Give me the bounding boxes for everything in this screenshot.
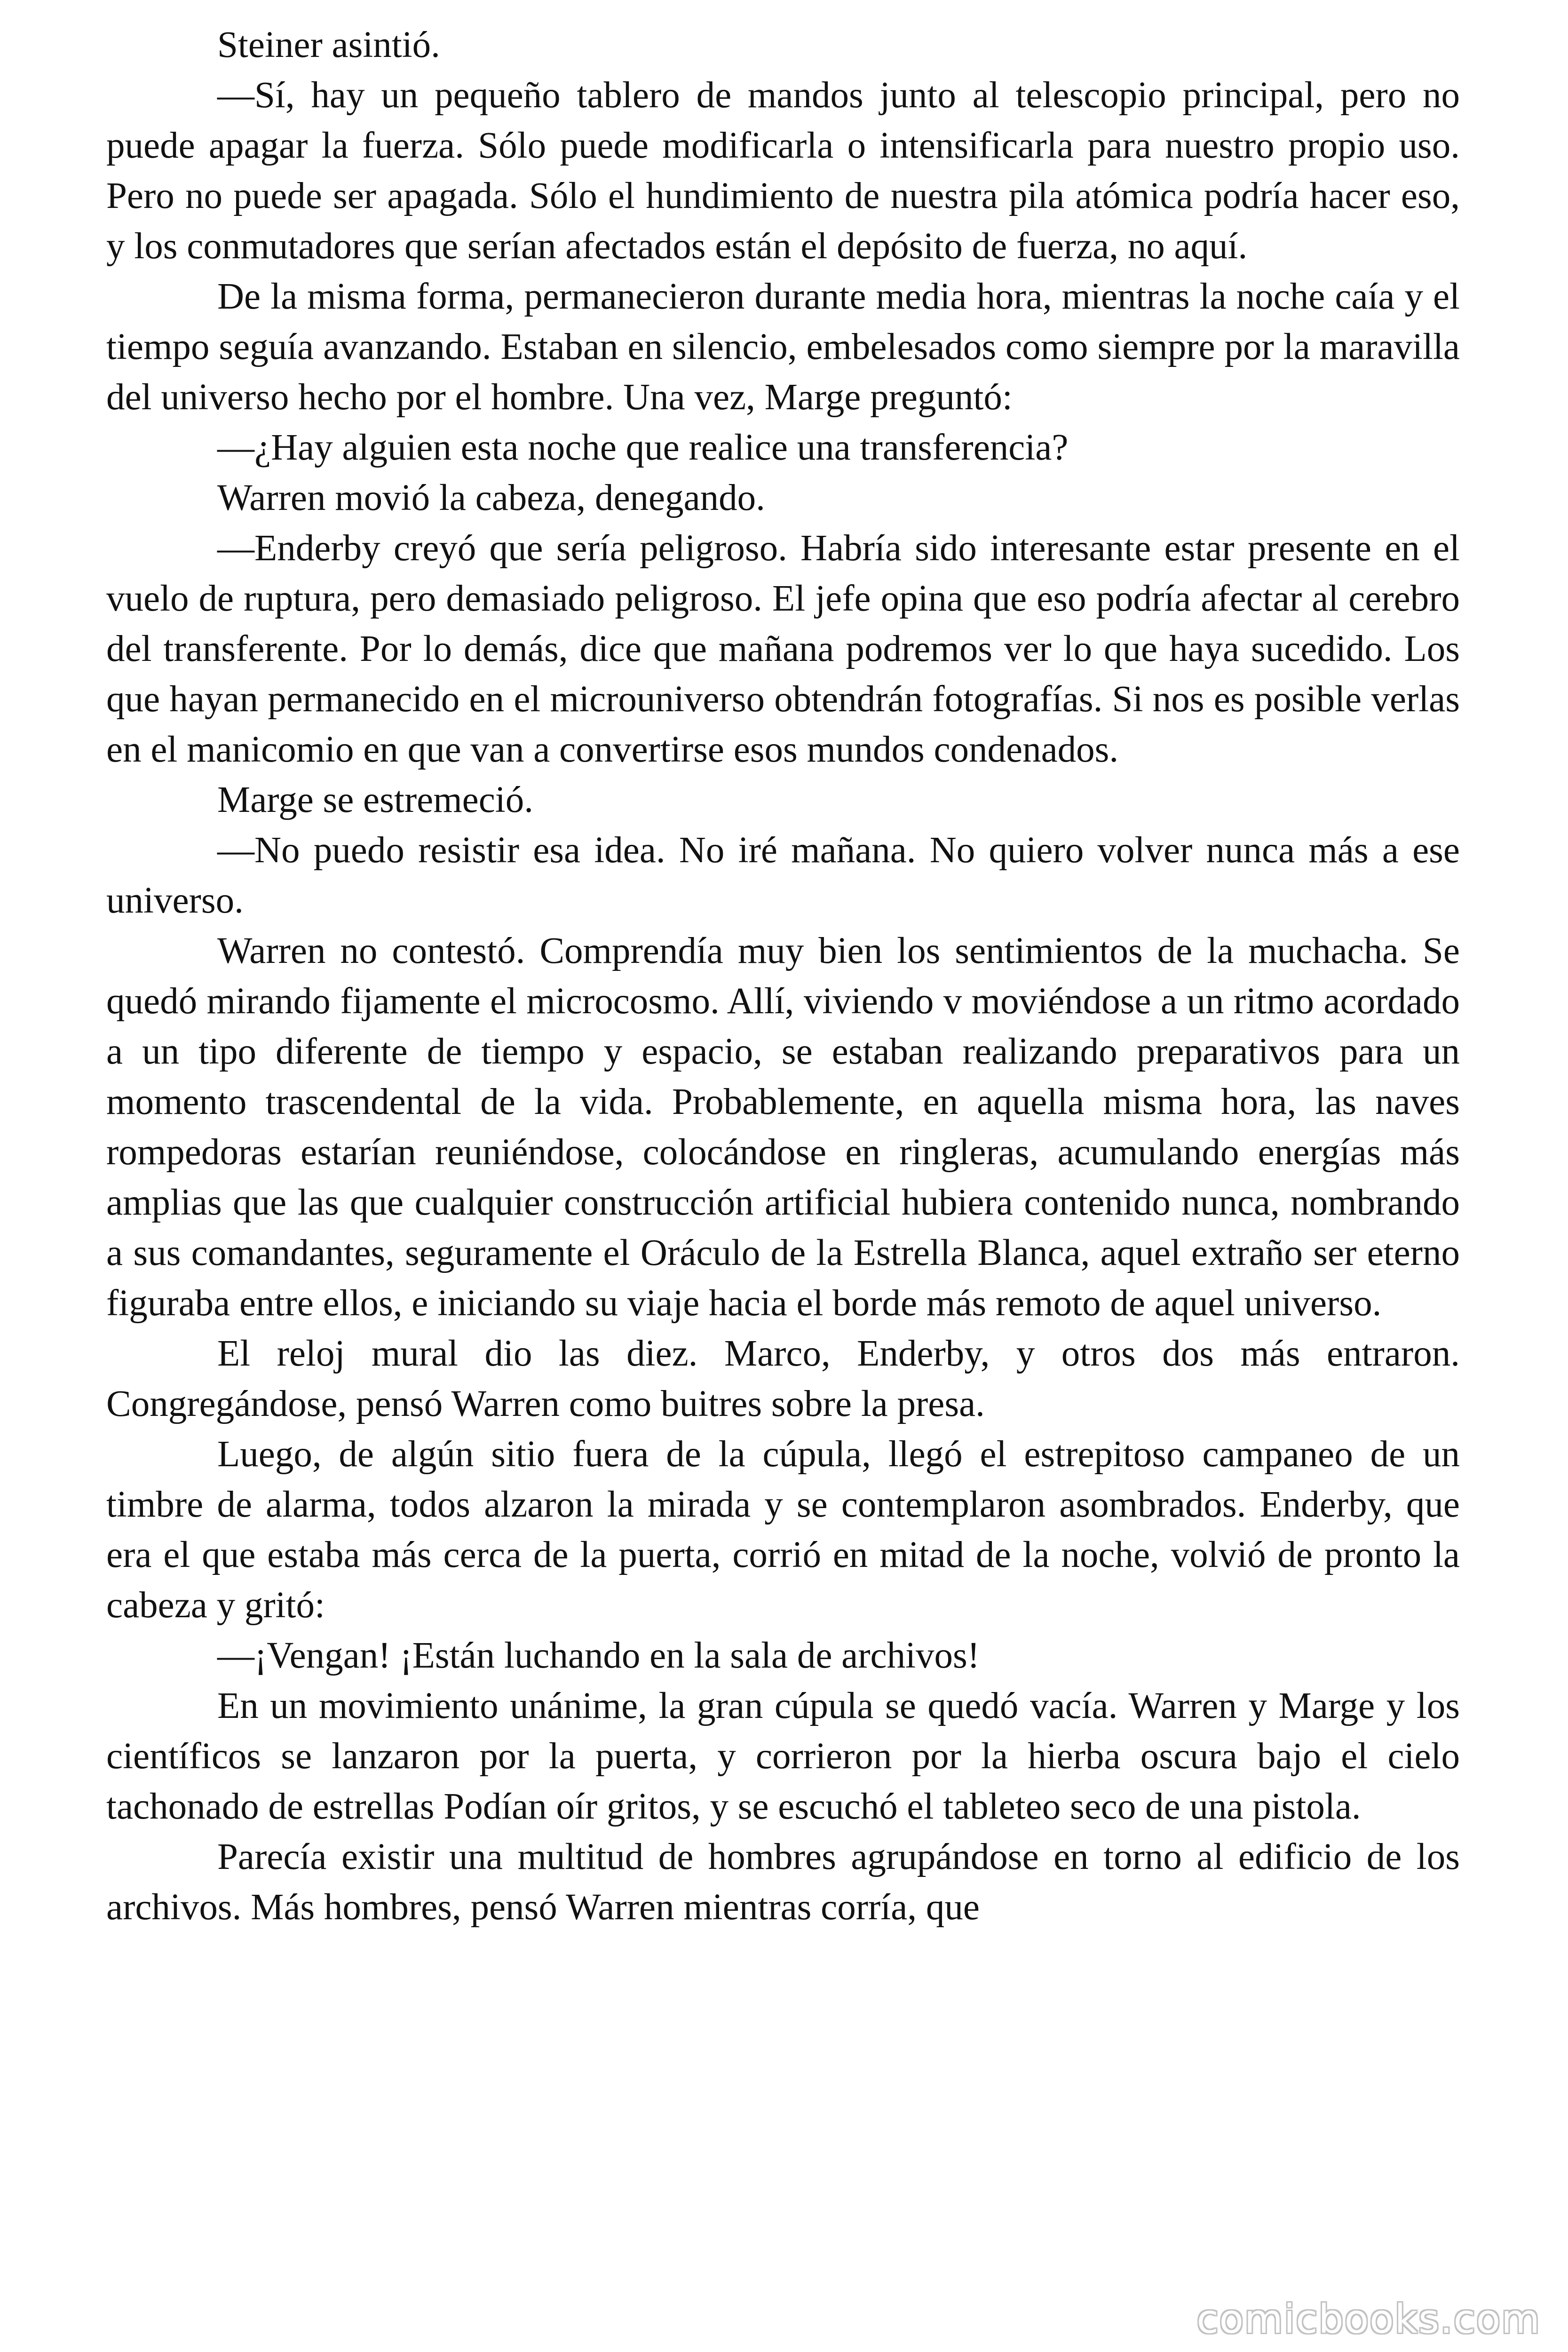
paragraph: El reloj mural dio las diez. Marco, Enderby, y otros dos más entraron. Congregándose, pensó Warren como buitres sobre la presa. xyxy=(106,1333,1460,1424)
body-text xyxy=(106,20,1460,1932)
paragraph: —¡Vengan! ¡Están luchando en la sala de archivos! xyxy=(217,1635,980,1676)
paragraph: Marge se estremeció. xyxy=(217,779,533,820)
paragraph: Parecía existir una multitud de hombres agrupándose en torno al edificio de los archivos. Más hombres, pensó Warren mientras corría, que xyxy=(106,1836,1460,1928)
watermark: comicbooks.com xyxy=(1196,2296,1541,2342)
paragraph: Steiner asintió. xyxy=(217,24,440,65)
paragraph: —No puedo resistir esa idea. No iré mañana. No quiero volver nunca más a ese universo. xyxy=(106,830,1460,921)
paragraph: —Enderby creyó que sería peligroso. Habría sido interesante estar presente en el vuelo de ruptura, pero demasiado peligroso. El jefe opina que eso podría afectar al cerebro del transferente. Por lo demás, dice que mañana podremos ver lo que haya sucedido. Los que hayan permanecido en el microuniverso obtendrán fotografías. Si nos es posible verlas en el manicomio en que van a convertirse esos mundos condenados. xyxy=(106,528,1460,770)
paragraph: En un movimiento unánime, la gran cúpula se quedó vacía. Warren y Marge y los científicos se lanzaron por la puerta, y corrieron por la hierba oscura bajo el cielo tachonado de estrellas Podían oír gritos, y se escuchó el tableteo seco de una pistola. xyxy=(106,1685,1460,1827)
paragraph: —¿Hay alguien esta noche que realice una transferencia? xyxy=(217,427,1069,468)
paragraph: Luego, de algún sitio fuera de la cúpula, llegó el estrepitoso campaneo de un timbre de alarma, todos alzaron la mirada y se contemplaron asombrados. Enderby, que era el que estaba más cerca de la puerta, corrió en mitad de la noche, volvió de pronto la cabeza y gritó: xyxy=(106,1434,1460,1626)
paragraph: Warren no contestó. Comprendía muy bien los sentimientos de la muchacha. Se quedó mirando fijamente el microcosmo. Allí, viviendo v moviéndose a un ritmo acordado a un tipo diferente de tiempo y espacio, se estaban realizando preparativos para un momento trascendental de la vida. Probablemente, en aquella misma hora, las naves rompedoras estarían reuniéndose, colocándose en ringleras, acumulando energías más amplias que las que cualquier construcción artificial hubiera contenido nunca, nombrando a sus comandantes, seguramente el Oráculo de la Estrella Blanca, aquel extraño ser eterno figuraba entre ellos, e iniciando su viaje hacia el borde más remoto de aquel universo. xyxy=(106,930,1460,1324)
paragraph: De la misma forma, permanecieron durante media hora, mientras la noche caía y el tiempo seguía avanzando. Estaban en silencio, embelesados como siempre por la maravilla del universo hecho por el hombre. Una vez, Marge preguntó: xyxy=(106,276,1460,418)
paragraph: Warren movió la cabeza, denegando. xyxy=(217,477,765,518)
paragraph: —Sí, hay un pequeño tablero de mandos junto al telescopio principal, pero no puede apagar la fuerza. Sólo puede modificarla o intensificarla para nuestro propio uso. Pero no puede ser apagada. Sólo el hundimiento de nuestra pila atómica podría hacer eso, y los conmutadores que serían afectados están el depósito de fuerza, no aquí. xyxy=(106,75,1460,267)
